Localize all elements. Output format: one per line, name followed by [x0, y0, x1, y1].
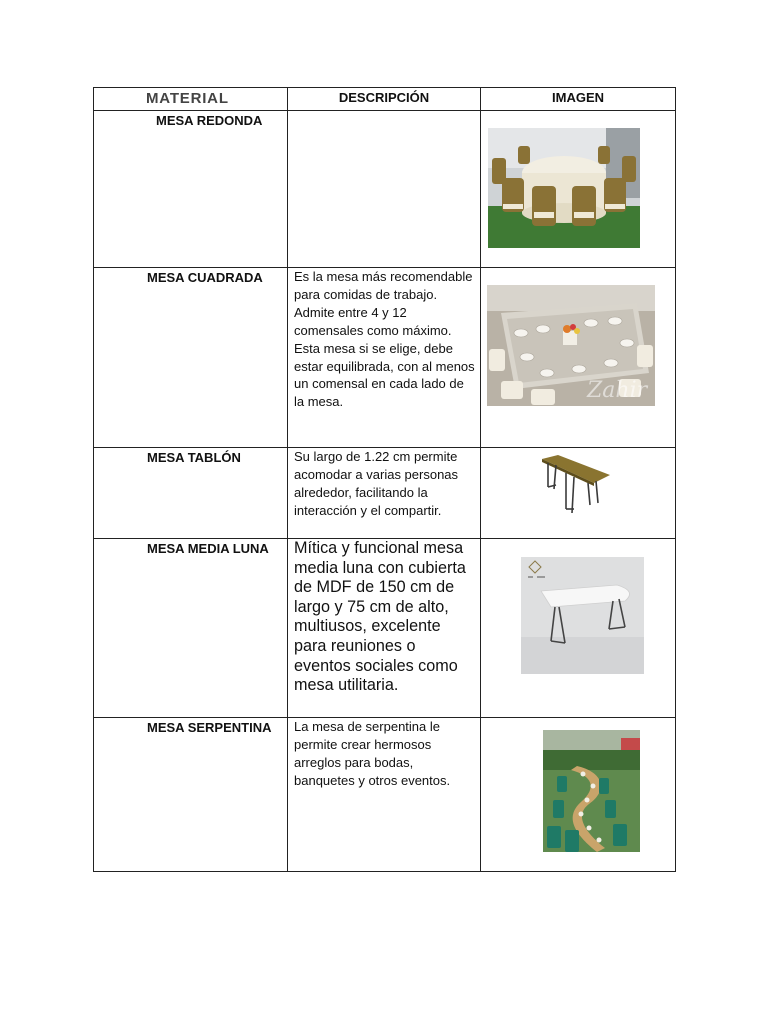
table-row	[94, 268, 676, 448]
row-description: Su largo de 1.22 cm permite acomodar a varias personas alrededor, facilitando la interacción y el compartir.	[288, 448, 481, 539]
half-moon-table-photo	[521, 557, 644, 674]
row-description: Es la mesa más recomendable para comidas de trabajo. Admite entre 4 y 12 comensales como máximo. Esta mesa si se elige, debe estar equilibrada, con al menos un comensal en cada lado de la mesa.	[288, 268, 481, 448]
table-row	[94, 539, 676, 718]
row-name: MESA SERPENTINA	[94, 718, 288, 872]
row-description: Mítica y funcional mesa media luna con cubierta de MDF de 150 cm de largo y 75 cm de alto, multiusos, excelente para reuniones o eventos sociales como mesa utilitaria.	[288, 539, 481, 718]
row-name: MESA TABLÓN	[94, 448, 288, 539]
square-table-photo	[487, 285, 655, 406]
row-name: MESA MEDIA LUNA	[94, 539, 288, 718]
watermark-text: Zahir	[587, 378, 648, 403]
header-material: MATERIAL	[94, 88, 288, 111]
row-description	[288, 111, 481, 268]
round-table-photo	[488, 128, 640, 248]
table-row	[94, 448, 676, 539]
header-image: IMAGEN	[481, 88, 676, 111]
table-row	[94, 718, 676, 872]
header-description: DESCRIPCIÓN	[288, 88, 481, 111]
materials-table	[93, 87, 676, 872]
table-row	[94, 111, 676, 268]
serpentine-table-photo	[543, 730, 640, 852]
row-description: La mesa de serpentina le permite crear hermosos arreglos para bodas, banquetes y otros eventos.	[288, 718, 481, 872]
header-row	[94, 88, 676, 111]
plank-table-photo	[540, 453, 612, 515]
row-name: MESA CUADRADA	[94, 268, 288, 448]
row-name: MESA REDONDA	[94, 111, 288, 268]
